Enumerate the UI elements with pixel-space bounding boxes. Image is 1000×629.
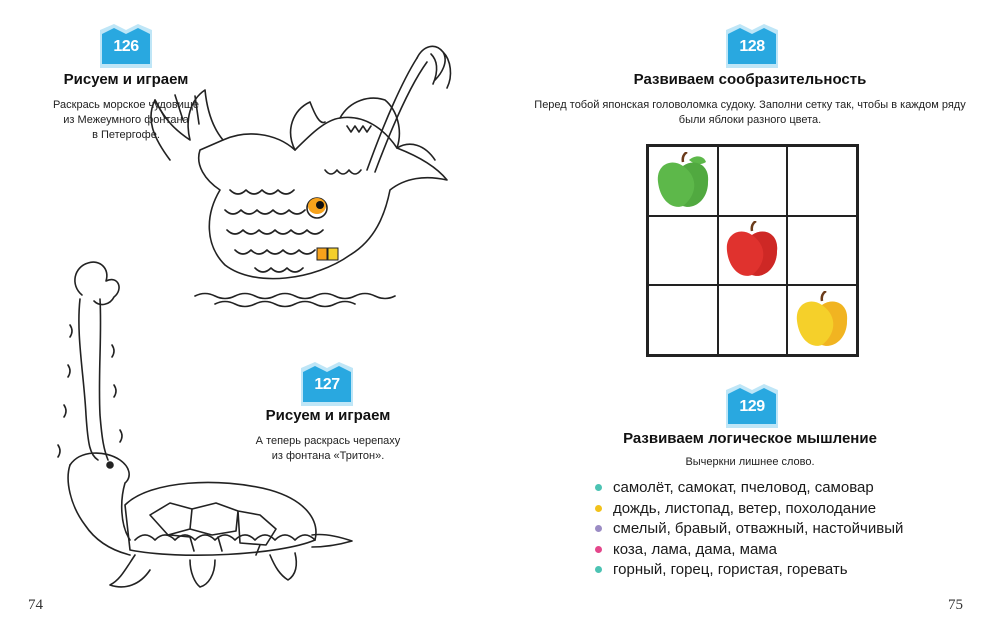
grid-cell[interactable] — [648, 285, 718, 355]
task-127-desc-line: из фонтана «Тритон». — [271, 450, 385, 462]
grid-cell[interactable] — [718, 146, 788, 216]
yellow-apple-icon — [795, 291, 849, 349]
page-number-right: 75 — [948, 597, 963, 613]
sudoku-grid — [646, 144, 859, 357]
task-126-title: Рисуем и играем — [63, 71, 189, 88]
task-129-number: 129 — [739, 398, 765, 415]
task-127-number: 127 — [314, 376, 340, 393]
task-129-instruction: Вычеркни лишнее слово. — [685, 456, 815, 468]
task-128-desc-line: Перед тобой японская головоломка судоку. Заполни сетку так, чтобы в каждом ряду — [534, 99, 966, 111]
red-apple-icon — [725, 221, 779, 279]
grid-cell[interactable] — [787, 285, 857, 355]
task-128-badge — [726, 24, 778, 68]
bullet-dot — [595, 546, 602, 553]
grid-cell[interactable] — [718, 285, 788, 355]
right-page — [500, 0, 1000, 629]
word-row-text[interactable]: смелый, бравый, отважный, настойчивый — [613, 520, 904, 537]
grid-cell[interactable] — [648, 216, 718, 286]
list-item — [595, 560, 935, 581]
grid-cell[interactable] — [648, 146, 718, 216]
word-row-text[interactable]: горный, горец, гористая, горевать — [613, 561, 848, 578]
task-126-desc-line: в Петергофе. — [92, 129, 160, 141]
task-128-number: 128 — [739, 38, 765, 55]
word-row-text[interactable]: коза, лама, дама, мама — [613, 540, 777, 558]
bullet-dot — [595, 484, 602, 491]
list-item — [595, 499, 935, 520]
grid-cell[interactable] — [787, 216, 857, 286]
task-129-badge — [726, 384, 778, 428]
word-row-text[interactable]: самолёт, самокат, пчеловод, самовар — [613, 479, 874, 496]
task-127-title: Рисуем и играем — [265, 407, 391, 424]
list-item — [595, 519, 935, 540]
bullet-dot — [595, 505, 602, 512]
list-item — [595, 540, 935, 561]
task-126-desc-line: Раскрась морское чудовище — [53, 99, 199, 111]
task-126-number: 126 — [113, 38, 139, 55]
bullet-dot — [595, 525, 602, 532]
word-list — [595, 478, 935, 581]
task-128-desc-line: были яблоки разного цвета. — [678, 114, 822, 126]
word-row-text[interactable]: дождь, листопад, ветер, похолодание — [613, 499, 877, 517]
task-128-title: Развиваем сообразительность — [633, 71, 867, 88]
green-apple-icon — [656, 152, 710, 210]
grid-cell[interactable] — [718, 216, 788, 286]
task-129-title: Развиваем логическое мышление — [623, 430, 877, 447]
task-127-desc-line: А теперь раскрась черепаху — [255, 435, 401, 447]
task-126-desc-line: из Межеумного фонтана — [63, 114, 189, 126]
list-item — [595, 478, 935, 499]
task-128-description — [510, 98, 990, 128]
page-number-left: 74 — [28, 597, 43, 613]
grid-cell[interactable] — [787, 146, 857, 216]
bullet-dot — [595, 566, 602, 573]
turtle-illustration — [40, 255, 360, 595]
